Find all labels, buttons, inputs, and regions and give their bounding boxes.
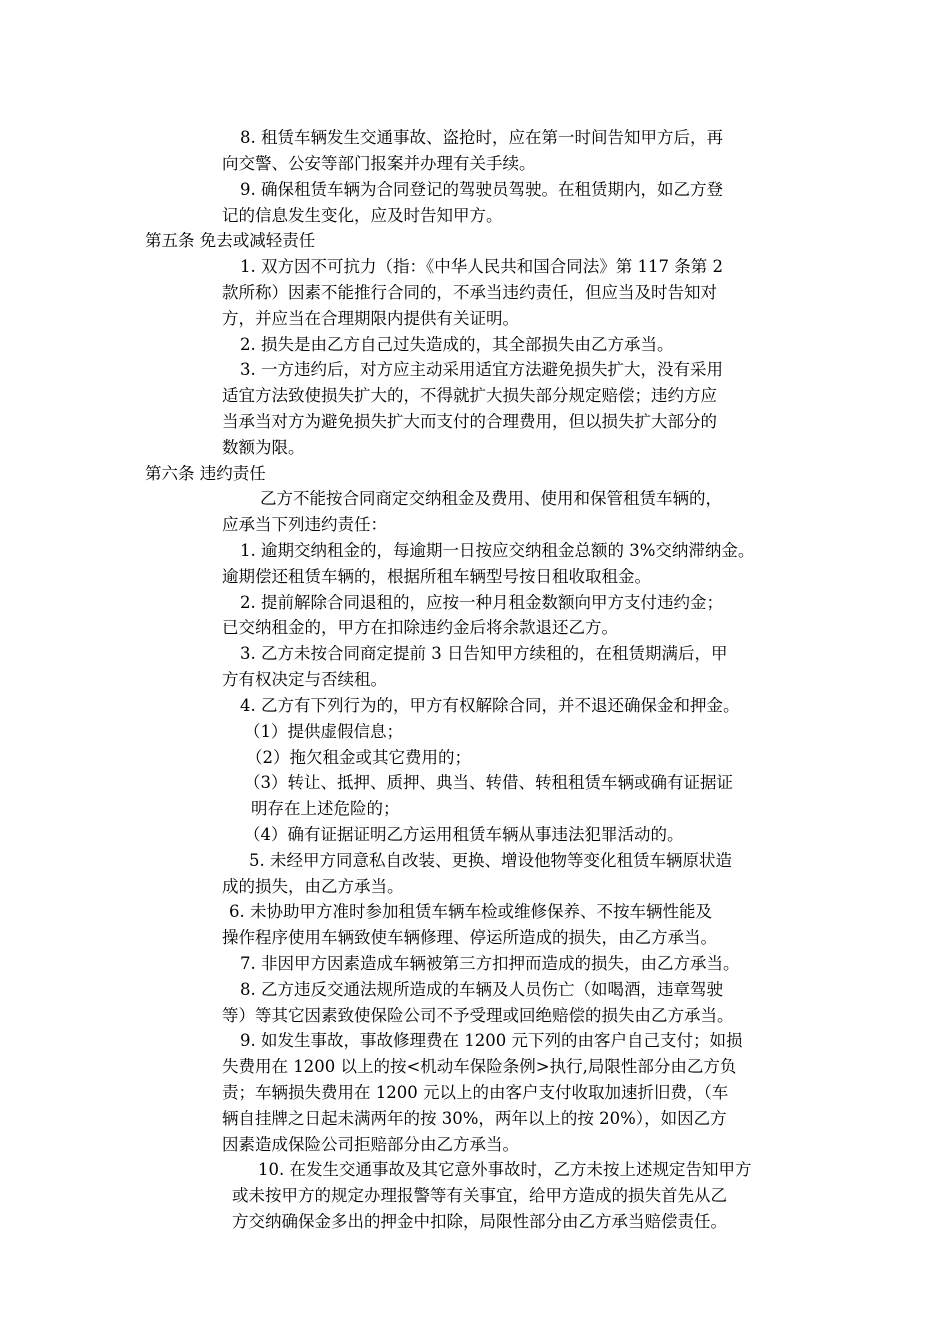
text-line: （4）确有证据证明乙方运用租赁车辆从事违法犯罪活动的。 bbox=[244, 825, 684, 844]
text-line: 1. 双方因不可抗力（指：《中华人民共和国合同法》第 117 条第 2 bbox=[240, 257, 723, 276]
text-line: 方交纳确保金多出的押金中扣除，局限性部分由乙方承当赔偿责任。 bbox=[232, 1212, 727, 1231]
text-line: 方有权决定与否续租。 bbox=[222, 670, 387, 689]
text-line: 10. 在发生交通事故及其它意外事故时，乙方未按上述规定告知甲方 bbox=[258, 1160, 752, 1179]
text-line: 适宜方法致使损失扩大的，不得就扩大损失部分规定赔偿；违约方应 bbox=[222, 386, 717, 405]
text-line: 逾期偿还租赁车辆的，根据所租车辆型号按日租收取租金。 bbox=[222, 567, 651, 586]
text-line: 款所称）因素不能推行合同的，不承当违约责任，但应当及时告知对 bbox=[222, 283, 717, 302]
text-line: 记的信息发生变化，应及时告知甲方。 bbox=[222, 206, 503, 225]
text-line: 2. 提前解除合同退租的，应按一种月租金数额向甲方支付违约金； bbox=[240, 593, 723, 612]
text-line: 5. 未经甲方同意私自改装、更换、增设他物等变化租赁车辆原状造 bbox=[249, 851, 732, 870]
text-line: 应承当下列违约责任： bbox=[222, 515, 387, 534]
text-line: 已交纳租金的，甲方在扣除违约金后将余款退还乙方。 bbox=[222, 618, 618, 637]
text-line: 1. 逾期交纳租金的，每逾期一日按应交纳租金总额的 3%交纳滞纳金。 bbox=[240, 541, 755, 560]
text-line: 3. 乙方未按合同商定提前 3 日告知甲方续租的，在租赁期满后，甲 bbox=[240, 644, 728, 663]
text-line: 当承当对方为避免损失扩大而支付的合理费用，但以损失扩大部分的 bbox=[222, 412, 717, 431]
text-line: 成的损失，由乙方承当。 bbox=[222, 877, 404, 896]
text-line: （1）提供虚假信息； bbox=[244, 722, 403, 741]
text-line: 8. 乙方违反交通法规所造成的车辆及人员伤亡（如喝酒，违章驾驶 bbox=[240, 980, 723, 999]
text-line: 等）等其它因素致使保险公司不予受理或回绝赔偿的损失由乙方承当。 bbox=[222, 1006, 734, 1025]
section-heading: 第六条 违约责任 bbox=[145, 464, 266, 483]
text-line: 数额为限。 bbox=[222, 438, 305, 457]
text-line: 9. 如发生事故，事故修理费在 1200 元下列的由客户自己支付；如损 bbox=[240, 1031, 743, 1050]
text-line: 向交警、公安等部门报案并办理有关手续。 bbox=[222, 154, 536, 173]
text-line: （2）拖欠租金或其它费用的； bbox=[246, 748, 471, 767]
text-line: 4. 乙方有下列行为的，甲方有权解除合同，并不退还确保金和押金。 bbox=[240, 696, 740, 715]
text-line: 8. 租赁车辆发生交通事故、盗抢时，应在第一时间告知甲方后，再 bbox=[240, 128, 723, 147]
text-line: 乙方不能按合同商定交纳租金及费用、使用和保管租赁车辆的， bbox=[260, 489, 722, 508]
text-line: （3）转让、抵押、质押、典当、转借、转租租赁车辆或确有证据证 bbox=[244, 773, 733, 792]
text-line: 明存在上述危险的； bbox=[251, 799, 400, 818]
text-line: 失费用在 1200 以上的按<机动车保险条例>执行,局限性部分由乙方负 bbox=[222, 1057, 737, 1076]
text-line: 3. 一方违约后，对方应主动采用适宜方法避免损失扩大，没有采用 bbox=[240, 360, 723, 379]
text-line: 2. 损失是由乙方自己过失造成的，其全部损失由乙方承当。 bbox=[240, 335, 674, 354]
section-heading: 第五条 免去或减轻责任 bbox=[145, 231, 316, 250]
text-line: 6. 未协助甲方准时参加租赁车辆车检或维修保养、不按车辆性能及 bbox=[229, 902, 712, 921]
text-line: 9. 确保租赁车辆为合同登记的驾驶员驾驶。在租赁期内，如乙方登 bbox=[240, 180, 723, 199]
text-line: 责；车辆损失费用在 1200 元以上的由客户支付收取加速折旧费，（车 bbox=[222, 1083, 729, 1102]
text-line: 辆自挂牌之日起未满两年的按 30%，两年以上的按 20%），如因乙方 bbox=[222, 1109, 727, 1128]
text-line: 操作程序使用车辆致使车辆修理、停运所造成的损失，由乙方承当。 bbox=[222, 928, 717, 947]
text-line: 7. 非因甲方因素造成车辆被第三方扣押而造成的损失，由乙方承当。 bbox=[240, 954, 740, 973]
text-line: 方，并应当在合理期限内提供有关证明。 bbox=[222, 309, 519, 328]
text-line: 或未按甲方的规定办理报警等有关事宜，给甲方造成的损失首先从乙 bbox=[232, 1186, 727, 1205]
text-line: 因素造成保险公司拒赔部分由乙方承当。 bbox=[222, 1135, 519, 1154]
